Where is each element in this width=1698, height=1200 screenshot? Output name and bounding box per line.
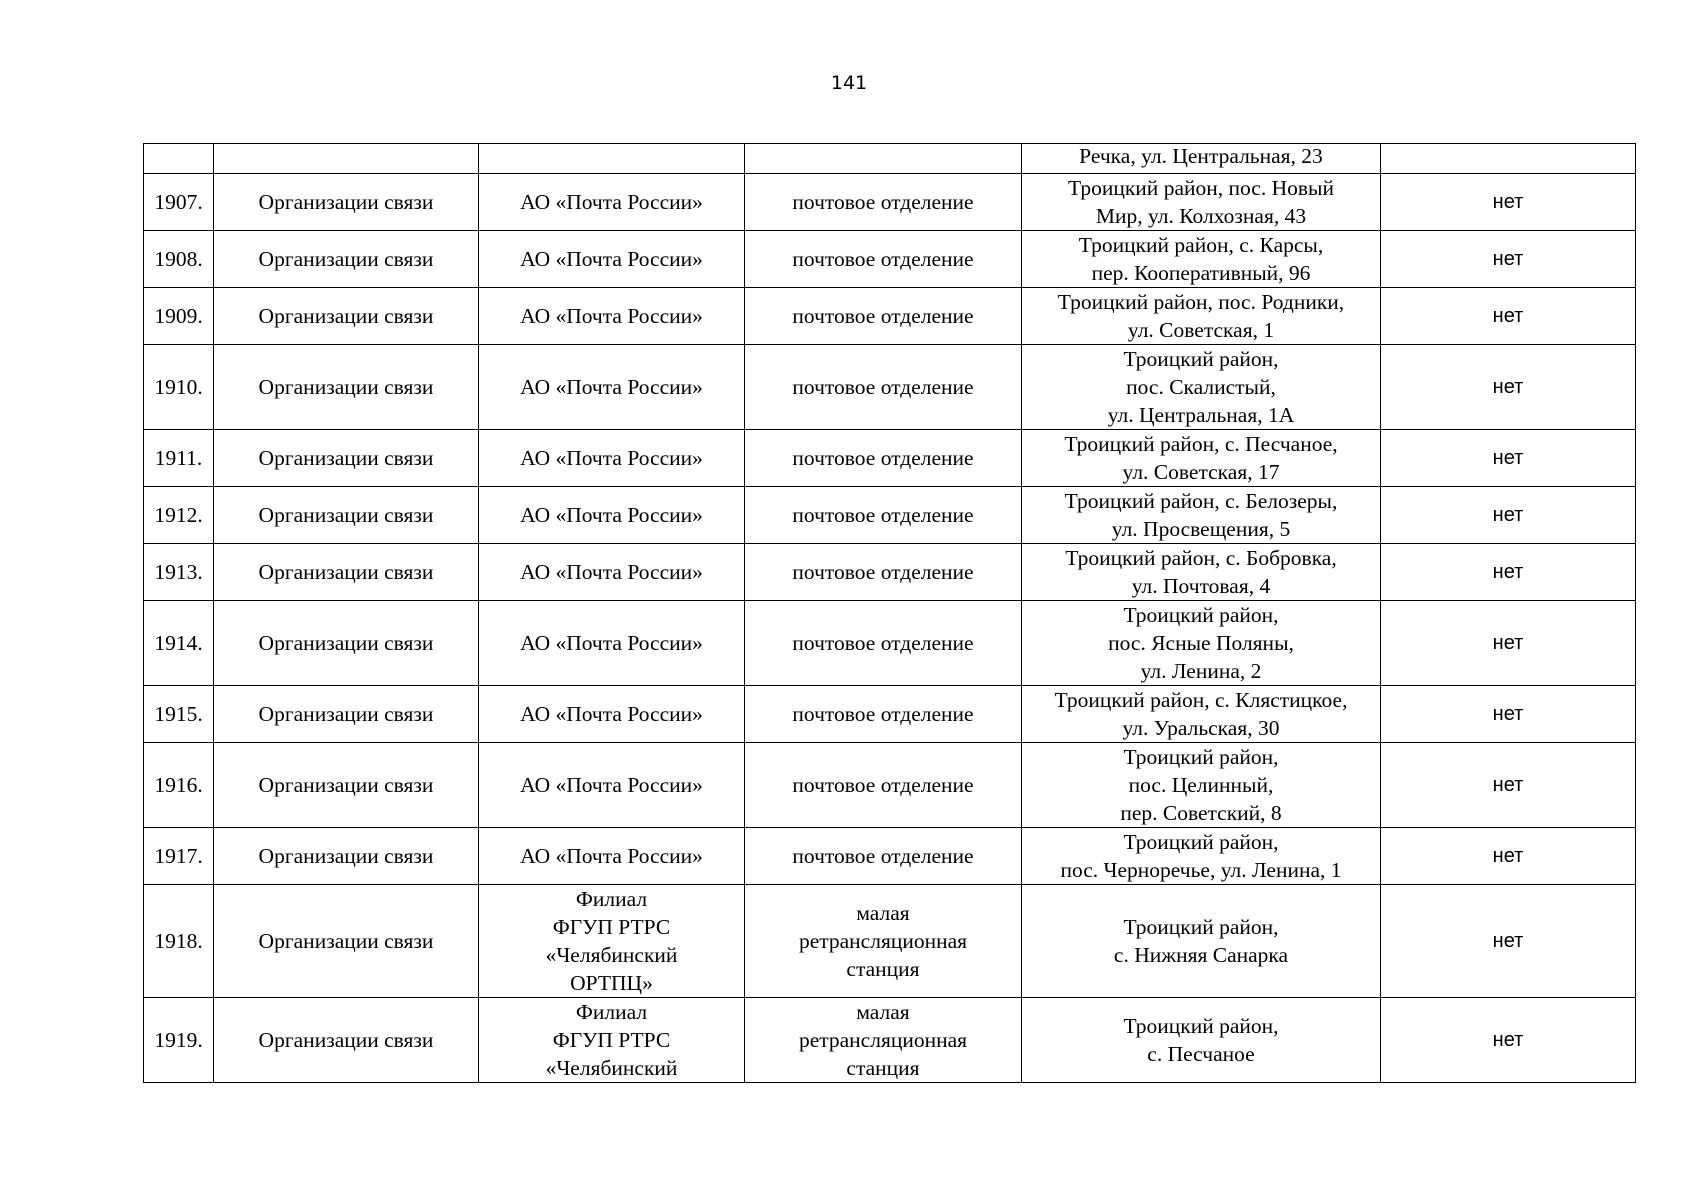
- object-type-line: ретрансляционная: [798, 1028, 968, 1052]
- organization-line: «Челябинский: [545, 1056, 678, 1080]
- address-line: Троицкий район,: [1123, 915, 1279, 939]
- cell-publication: нет: [1381, 998, 1636, 1083]
- organization-line: ФГУП РТРС: [552, 915, 671, 939]
- table-row: [144, 544, 1636, 601]
- cell-publication: нет: [1381, 231, 1636, 288]
- object-type-line: почтовое отделение: [792, 446, 974, 470]
- cell-publication: нет: [1381, 743, 1636, 828]
- address-line: Речка, ул. Центральная, 23: [1079, 144, 1323, 168]
- cell-publication: нет: [1381, 601, 1636, 686]
- address-line: ул. Почтовая, 4: [1131, 574, 1271, 598]
- cell-object-type: [745, 998, 1022, 1083]
- cell-address: [1022, 743, 1381, 828]
- cell-publication: нет: [1381, 288, 1636, 345]
- cell-object-type: [745, 174, 1022, 231]
- address-line: Троицкий район,: [1123, 1014, 1279, 1038]
- cell-publication: нет: [1381, 686, 1636, 743]
- cell-number: 1908.: [144, 231, 214, 288]
- cell-address: [1022, 828, 1381, 885]
- table-row: [144, 487, 1636, 544]
- cell-category: [214, 144, 479, 174]
- address-line: пер. Советский, 8: [1120, 801, 1282, 825]
- address-line: Троицкий район,: [1123, 347, 1279, 371]
- cell-publication: нет: [1381, 345, 1636, 430]
- cell-category: Организации связи: [214, 885, 479, 998]
- cell-category: Организации связи: [214, 828, 479, 885]
- table-row: [144, 885, 1636, 998]
- table-row: [144, 231, 1636, 288]
- object-type-line: почтовое отделение: [792, 247, 974, 271]
- cell-object-type: [745, 430, 1022, 487]
- organization-line: АО «Почта России»: [520, 844, 703, 868]
- object-type-line: почтовое отделение: [792, 773, 974, 797]
- cell-address: [1022, 144, 1381, 174]
- object-type-line: почтовое отделение: [792, 702, 974, 726]
- organization-line: АО «Почта России»: [520, 773, 703, 797]
- object-type-line: малая: [856, 1000, 910, 1024]
- cell-publication: [1381, 144, 1636, 174]
- cell-address: [1022, 998, 1381, 1083]
- object-type-line: почтовое отделение: [792, 190, 974, 214]
- cell-number: 1917.: [144, 828, 214, 885]
- object-type-line: ретрансляционная: [798, 929, 968, 953]
- cell-number: 1909.: [144, 288, 214, 345]
- object-type-line: почтовое отделение: [792, 844, 974, 868]
- address-line: Троицкий район, с. Белозеры,: [1064, 489, 1338, 513]
- cell-category: Организации связи: [214, 487, 479, 544]
- cell-address: [1022, 288, 1381, 345]
- address-line: Троицкий район, с. Клястицкое,: [1054, 688, 1348, 712]
- cell-address: [1022, 686, 1381, 743]
- object-type-line: почтовое отделение: [792, 631, 974, 655]
- cell-number: 1911.: [144, 430, 214, 487]
- cell-organization: [479, 174, 745, 231]
- cell-category: Организации связи: [214, 686, 479, 743]
- table-row: [144, 601, 1636, 686]
- cell-category: Организации связи: [214, 430, 479, 487]
- registry-table-body: [144, 144, 1636, 1083]
- cell-number: 1910.: [144, 345, 214, 430]
- organization-line: Филиал: [575, 887, 648, 911]
- organization-line: ФГУП РТРС: [552, 1028, 671, 1052]
- table-row: [144, 686, 1636, 743]
- cell-organization: [479, 885, 745, 998]
- cell-publication: нет: [1381, 430, 1636, 487]
- cell-number: 1918.: [144, 885, 214, 998]
- cell-object-type: [745, 487, 1022, 544]
- cell-organization: [479, 686, 745, 743]
- organization-line: АО «Почта России»: [520, 190, 703, 214]
- address-line: ул. Ленина, 2: [1140, 659, 1262, 683]
- object-type-line: малая: [856, 901, 910, 925]
- address-line: с. Нижняя Санарка: [1113, 943, 1289, 967]
- address-line: пос. Черноречье, ул. Ленина, 1: [1060, 858, 1342, 882]
- cell-object-type: [745, 544, 1022, 601]
- organization-line: АО «Почта России»: [520, 631, 703, 655]
- organization-line: АО «Почта России»: [520, 560, 703, 584]
- cell-publication: нет: [1381, 885, 1636, 998]
- address-line: пос. Целинный,: [1128, 773, 1274, 797]
- cell-organization: [479, 288, 745, 345]
- address-line: Троицкий район, с. Песчаное,: [1064, 432, 1338, 456]
- address-line: ул. Советская, 17: [1122, 460, 1280, 484]
- cell-object-type: [745, 231, 1022, 288]
- address-line: пос. Ясные Поляны,: [1108, 631, 1294, 655]
- cell-publication: нет: [1381, 828, 1636, 885]
- organization-line: АО «Почта России»: [520, 702, 703, 726]
- address-line: ул. Просвещения, 5: [1111, 517, 1291, 541]
- cell-category: Организации связи: [214, 345, 479, 430]
- address-line: с. Песчаное: [1147, 1042, 1255, 1066]
- object-type-line: почтовое отделение: [792, 304, 974, 328]
- table-row: [144, 828, 1636, 885]
- cell-object-type: [745, 144, 1022, 174]
- cell-object-type: [745, 743, 1022, 828]
- table-row: [144, 743, 1636, 828]
- address-line: пос. Скалистый,: [1126, 375, 1276, 399]
- cell-address: [1022, 544, 1381, 601]
- cell-object-type: [745, 601, 1022, 686]
- cell-organization: [479, 487, 745, 544]
- cell-number: [144, 144, 214, 174]
- cell-organization: [479, 998, 745, 1083]
- table-row: [144, 345, 1636, 430]
- cell-address: [1022, 174, 1381, 231]
- cell-organization: [479, 345, 745, 430]
- cell-number: 1919.: [144, 998, 214, 1083]
- cell-category: Организации связи: [214, 288, 479, 345]
- cell-number: 1912.: [144, 487, 214, 544]
- object-type-line: станция: [846, 1056, 920, 1080]
- cell-object-type: [745, 885, 1022, 998]
- organization-line: АО «Почта России»: [520, 247, 703, 271]
- cell-organization: [479, 430, 745, 487]
- organization-line: ОРТПЦ»: [570, 971, 653, 995]
- organization-line: АО «Почта России»: [520, 503, 703, 527]
- cell-address: [1022, 345, 1381, 430]
- address-line: ул. Центральная, 1А: [1107, 403, 1295, 427]
- cell-organization: [479, 544, 745, 601]
- object-type-line: почтовое отделение: [792, 503, 974, 527]
- cell-address: [1022, 601, 1381, 686]
- organization-line: АО «Почта России»: [520, 446, 703, 470]
- cell-object-type: [745, 345, 1022, 430]
- address-line: Троицкий район,: [1123, 603, 1279, 627]
- cell-organization: [479, 601, 745, 686]
- cell-address: [1022, 885, 1381, 998]
- cell-address: [1022, 430, 1381, 487]
- table-row: [144, 174, 1636, 231]
- object-type-line: почтовое отделение: [792, 375, 974, 399]
- organization-line: АО «Почта России»: [520, 375, 703, 399]
- cell-category: Организации связи: [214, 601, 479, 686]
- cell-category: Организации связи: [214, 544, 479, 601]
- address-line: Троицкий район, с. Карсы,: [1078, 233, 1324, 257]
- table-row: [144, 288, 1636, 345]
- cell-publication: нет: [1381, 544, 1636, 601]
- cell-publication: нет: [1381, 174, 1636, 231]
- cell-organization: [479, 231, 745, 288]
- address-line: пер. Кооперативный, 96: [1091, 261, 1311, 285]
- cell-category: Организации связи: [214, 998, 479, 1083]
- address-line: ул. Уральская, 30: [1122, 716, 1280, 740]
- address-line: Мир, ул. Колхозная, 43: [1095, 204, 1307, 228]
- organization-line: АО «Почта России»: [520, 304, 703, 328]
- table-row: [144, 430, 1636, 487]
- cell-category: Организации связи: [214, 174, 479, 231]
- organization-line: «Челябинский: [545, 943, 678, 967]
- cell-organization: [479, 144, 745, 174]
- registry-table: [143, 143, 1636, 1083]
- cell-organization: [479, 828, 745, 885]
- organization-line: Филиал: [575, 1000, 648, 1024]
- continued-row: [144, 144, 1636, 174]
- cell-publication: нет: [1381, 487, 1636, 544]
- cell-number: 1907.: [144, 174, 214, 231]
- cell-category: Организации связи: [214, 231, 479, 288]
- address-line: Троицкий район,: [1123, 745, 1279, 769]
- cell-address: [1022, 231, 1381, 288]
- cell-number: 1913.: [144, 544, 214, 601]
- address-line: Троицкий район, пос. Родники,: [1057, 290, 1345, 314]
- object-type-line: станция: [846, 957, 920, 981]
- cell-address: [1022, 487, 1381, 544]
- cell-number: 1914.: [144, 601, 214, 686]
- cell-number: 1916.: [144, 743, 214, 828]
- page-number: 141: [830, 72, 868, 94]
- table-row: [144, 998, 1636, 1083]
- cell-category: Организации связи: [214, 743, 479, 828]
- cell-number: 1915.: [144, 686, 214, 743]
- address-line: Троицкий район, пос. Новый: [1068, 176, 1334, 200]
- cell-object-type: [745, 686, 1022, 743]
- address-line: Троицкий район,: [1123, 830, 1279, 854]
- cell-object-type: [745, 288, 1022, 345]
- address-line: ул. Советская, 1: [1127, 318, 1275, 342]
- cell-object-type: [745, 828, 1022, 885]
- object-type-line: почтовое отделение: [792, 560, 974, 584]
- address-line: Троицкий район, с. Бобровка,: [1065, 546, 1337, 570]
- cell-organization: [479, 743, 745, 828]
